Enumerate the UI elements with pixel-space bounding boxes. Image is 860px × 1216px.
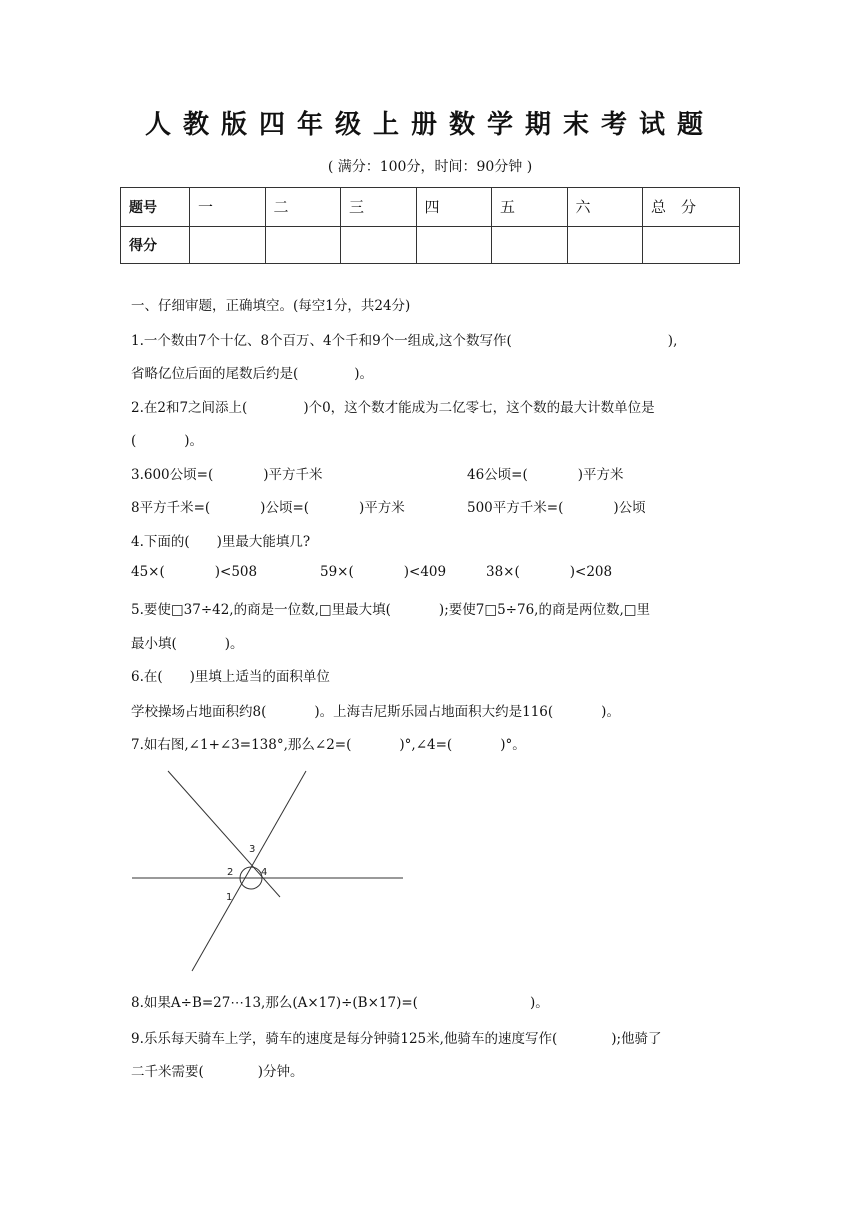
question-9-cont [131,1060,304,1080]
question-3-b [467,463,624,483]
question-9 [131,1027,662,1047]
question-text: ), [667,333,678,349]
angle-label-4: 4 [261,867,268,878]
question-5-cont [131,632,244,652]
question-text: )平方米 [577,467,624,483]
question-text: 3.600公顷=( [131,467,214,483]
question-text: )分钟。 [257,1064,304,1080]
question-text: )<208 [569,564,613,580]
table-cell: 总 分 [643,188,740,227]
question-text: 1.一个数由7个十亿、8个百万、4个千和9个一组成,这个数写作( [131,333,512,349]
question-text: 8.如果A÷B=27⋯13,那么(A×17)÷(B×17)=( [131,995,418,1011]
question-text: )个0，这个数才能成为二亿零七，这个数的最大计数单位是 [303,400,655,416]
table-cell: 六 [567,188,643,227]
angle-label-3: 3 [249,844,256,855]
question-text: )<409 [403,564,447,580]
question-3-c [131,496,405,516]
question-text: );他骑了 [611,1031,662,1047]
question-text: 5.要使□37÷42,的商是一位数,□里最大填( [131,602,391,618]
table-cell: 二 [265,188,341,227]
question-6-cont [131,700,620,720]
question-text: 38×( [486,564,520,580]
score-blank[interactable] [492,226,568,263]
question-4: 4.下面的( )里最大能填几? [131,534,311,550]
question-text: 最小填( [131,636,177,652]
question-3 [131,463,323,483]
question-text: )°。 [500,737,526,753]
score-table [120,187,740,264]
question-text: )。 [184,433,204,449]
question-text: 7.如右图,∠1+∠3=138°,那么∠2=( [131,737,352,753]
subtitle: ( 满分：100分，时间：90分钟 ) [327,159,533,175]
question-text: )平方千米 [263,467,323,483]
question-4-a [131,564,257,580]
score-blank[interactable] [190,226,266,263]
question-text: )。 [354,366,374,382]
question-text: )公顷=( [260,500,310,516]
score-blank[interactable] [567,226,643,263]
question-text: )平方米 [359,500,405,516]
question-text: );要使7□5÷76,的商是两位数,□里 [438,602,650,618]
page-title: 人教版四年级上册数学期末考试题 [144,110,715,140]
question-text: 2.在2和7之间添上( [131,400,248,416]
question-text: 500平方千米=( [467,500,564,516]
table-cell: 题号 [121,188,190,227]
question-text: )°,∠4=( [399,737,453,753]
score-blank[interactable] [265,226,341,263]
question-4-b [320,564,446,580]
score-blank[interactable] [341,226,417,263]
question-text: )。 [601,704,620,720]
score-table-score-row [121,226,740,263]
question-text: )。 [224,636,244,652]
table-cell: 四 [416,188,492,227]
question-4-c [486,564,612,580]
angle-figure [130,765,410,980]
score-table-header-row [121,188,740,227]
question-text: 8平方千米=( [131,500,211,516]
question-text: 学校操场占地面积约8( [131,704,267,720]
score-blank[interactable] [643,226,740,263]
question-text: 59×( [320,564,354,580]
question-5 [131,598,650,618]
question-2 [131,396,655,416]
table-cell: 三 [341,188,417,227]
table-cell: 一 [190,188,266,227]
question-6: 6.在( )里填上适当的面积单位 [131,669,330,685]
question-text: )。上海吉尼斯乐园占地面积大约是116( [314,704,554,720]
table-cell: 得分 [121,226,190,263]
section-heading: 一、仔细审题，正确填空。(每空1分，共24分) [131,298,411,314]
question-text: 45×( [131,564,165,580]
score-blank[interactable] [416,226,492,263]
diagonal-line-right [192,771,306,971]
question-3-d [467,496,646,516]
question-1 [131,329,677,349]
question-1-cont [131,362,373,382]
question-2-cont [131,429,203,449]
question-text: 二千米需要( [131,1064,204,1080]
question-text: 省略亿位后面的尾数后约是( [131,366,299,382]
angle-label-2: 2 [227,867,234,878]
question-text: )公顷 [613,500,646,516]
angle-label-1: 1 [226,892,233,903]
question-text: 46公顷=( [467,467,528,483]
question-text: 9.乐乐每天骑车上学，骑车的速度是每分钟骑125米,他骑车的速度写作( [131,1031,558,1047]
question-text: )<508 [214,564,258,580]
table-cell: 五 [492,188,568,227]
question-text: ( [131,433,137,449]
question-text: )。 [529,995,549,1011]
question-7 [131,733,526,753]
question-8 [131,991,549,1011]
